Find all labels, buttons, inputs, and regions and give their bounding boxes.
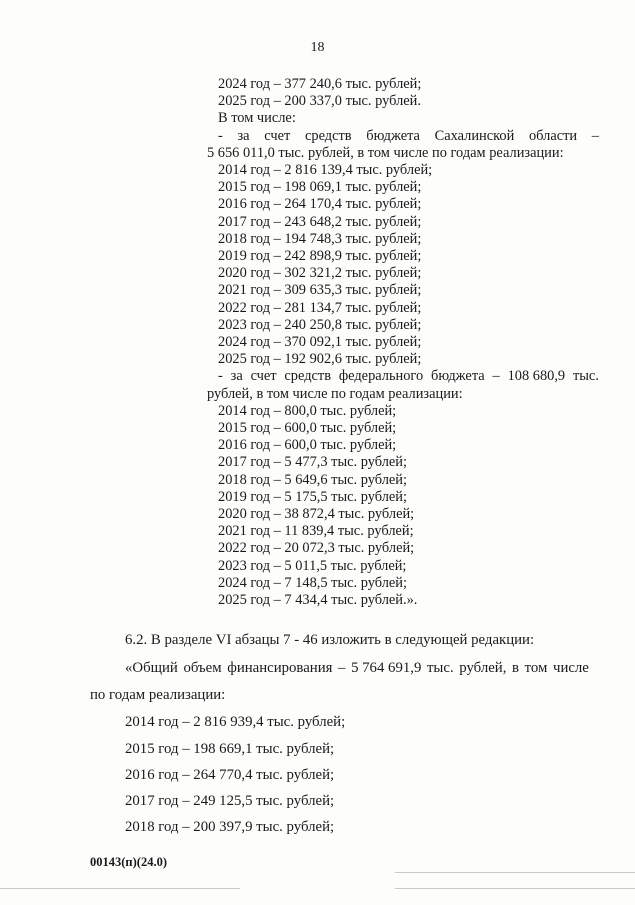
total-year: 2016 год – 264 770,4 тыс. рублей; [125,767,335,783]
text-line: рублей, в том числе по годам реализации: [207,385,463,402]
text-line: 2025 год – 200 337,0 тыс. рублей. [218,93,421,110]
text-line: по годам реализации: [90,687,226,703]
word: - [218,368,223,385]
word: - [218,127,223,144]
word: 108 680,9 [507,368,566,385]
scan-line [395,888,635,889]
sakhalin-year: 2018 год – 194 748,3 тыс. рублей; [218,230,422,247]
sakhalin-year: 2021 год – 309 635,3 тыс. рублей; [218,282,422,299]
document-code: 00143(п)(24.0) [90,855,167,869]
scan-line [0,888,240,889]
federal-year: 2018 год – 5 649,6 тыс. рублей; [218,471,407,488]
word: объем [183,660,222,676]
total-financing-line [125,660,589,677]
text-line: 2024 год – 377 240,6 тыс. рублей; [218,76,422,92]
sakhalin-year: 2017 год – 243 648,2 тыс. рублей; [218,213,422,230]
federal-year: 2024 год – 7 148,5 тыс. рублей; [218,574,407,591]
word: финансирования [227,660,333,676]
section-heading: 6.2. В разделе VI абзацы 7 - 46 изложить в следующей редакции: [125,632,535,648]
total-year: 2014 год – 2 816 939,4 тыс. рублей; [125,714,346,730]
word: тыс. [426,660,454,676]
text-line: 5 656 011,0 тыс. рублей, в том числе по годам реализации: [207,144,564,161]
federal-year: 2015 год – 600,0 тыс. рублей; [218,420,397,437]
word: 5 764 691,9 [351,660,422,676]
word: тыс. [572,368,599,385]
word: рублей, [459,660,507,676]
word: за [230,368,243,385]
page-number: 18 [310,40,325,55]
word: том [524,660,548,676]
text-line: В том числе: [218,110,296,127]
word: средств [305,127,352,144]
federal-budget-line [207,368,599,385]
federal-year: 2016 год – 600,0 тыс. рублей; [218,437,397,454]
word: в [512,660,520,676]
total-year: 2018 год – 200 397,9 тыс. рублей; [125,819,335,835]
federal-year: 2021 год – 11 839,4 тыс. рублей; [218,523,414,540]
sakhalin-year: 2019 год – 242 898,9 тыс. рублей; [218,248,422,265]
total-year: 2015 год – 198 669,1 тыс. рублей; [125,741,335,757]
word: Сахалинской [434,127,515,144]
sakhalin-year: 2025 год – 192 902,6 тыс. рублей; [218,351,422,368]
word: – [492,368,500,385]
word: средств [284,368,331,385]
federal-year: 2017 год – 5 477,3 тыс. рублей; [218,454,407,471]
sakhalin-budget-line [207,128,599,145]
word: числе [553,660,589,676]
word: счет [250,368,277,385]
word: бюджета [366,127,420,144]
word: – [591,127,599,144]
word: «Общий [125,660,178,676]
sakhalin-year: 2020 год – 302 321,2 тыс. рублей; [218,265,422,282]
word: области [528,127,578,144]
sakhalin-year: 2015 год – 198 069,1 тыс. рублей; [218,179,422,196]
federal-year: 2014 год – 800,0 тыс. рублей; [218,402,397,419]
federal-year: 2020 год – 38 872,4 тыс. рублей; [218,506,415,523]
federal-year: 2022 год – 20 072,3 тыс. рублей; [218,540,415,557]
scan-line [395,872,635,873]
word: бюджета [431,368,485,385]
sakhalin-year: 2023 год – 240 250,8 тыс. рублей; [218,316,422,333]
federal-year: 2019 год – 5 175,5 тыс. рублей; [218,488,407,505]
word: федерального [338,368,424,385]
sakhalin-year: 2022 год – 281 134,7 тыс. рублей; [218,299,422,316]
financing-block [207,76,599,609]
total-year: 2017 год – 249 125,5 тыс. рублей; [125,793,335,809]
federal-year: 2025 год – 7 434,4 тыс. рублей.». [218,592,418,609]
federal-year: 2023 год – 5 011,5 тыс. рублей; [218,557,407,574]
word: за [237,127,250,144]
sakhalin-year: 2024 год – 370 092,1 тыс. рублей; [218,334,422,351]
word: счет [264,127,291,144]
sakhalin-year: 2016 год – 264 170,4 тыс. рублей; [218,196,422,213]
word: – [338,660,346,676]
sakhalin-year: 2014 год – 2 816 139,4 тыс. рублей; [218,162,433,179]
